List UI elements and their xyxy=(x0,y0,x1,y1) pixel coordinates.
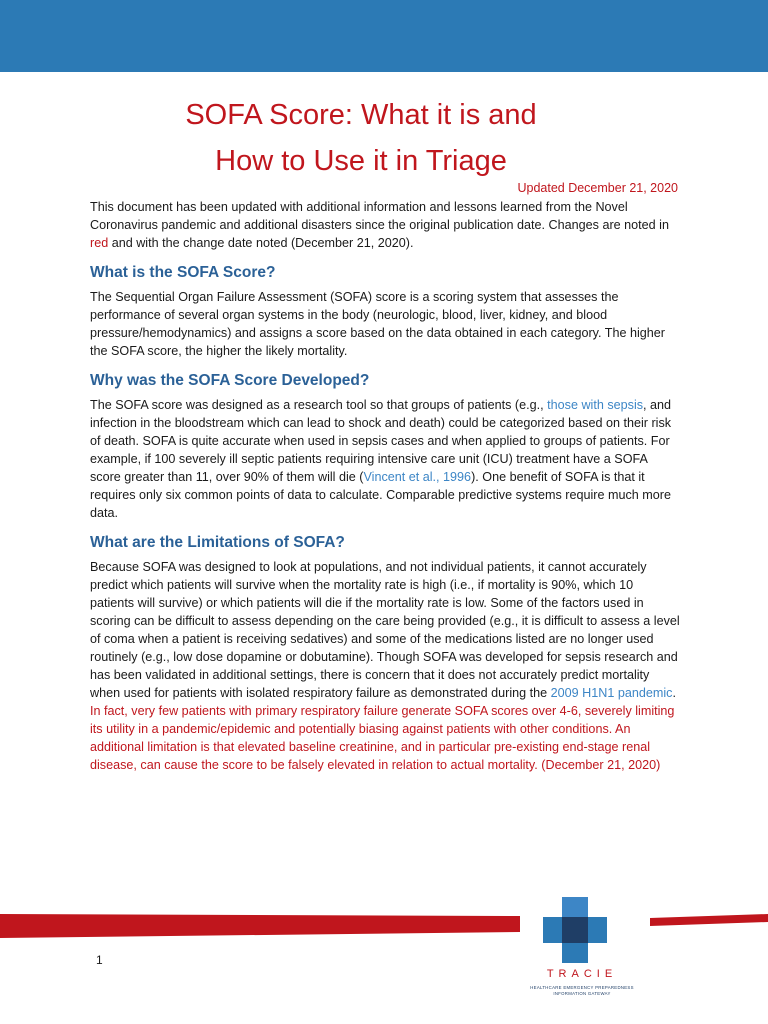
document-title xyxy=(0,92,722,184)
medical-cross-icon xyxy=(517,895,647,965)
link-2009-h1n1-pandemic[interactable]: 2009 H1N1 pandemic xyxy=(550,686,673,700)
logo-wordmark: TRACIE xyxy=(546,968,618,980)
section-paragraph-limitations: Because SOFA was designed to look at populations, and not individual patients, it cannot accurately predict which patients will survive when the mortality rate is high (i.e., if mortality is 90%, which 10 patients will survive) or which patients will die if the mortality rate is low. Some of the factors used in scoring can be difficult to assess depending on the care being provided (e.g., it is difficult to assess a level of coma when a patient is receiving sedatives) and some of the medications listed are no longer used routinely (e.g., low dose dopamine or dobutamine). Though SOFA was developed for sepsis research and has been validated in additional settings, there is concern that it does not accurately predict mortality when used for patients with isolated respiratory failure as demonstrated during the 2009 H1N1 pandemic. In fact, very few patients with primary respiratory failure generate SOFA scores over 4-6, severely limiting its utility in a pandemic/epidemic and potentially biasing against patients with other conditions. An additional limitation is that elevated baseline creatinine, and in particular pre-existing end-stage renal disease, can cause the score to be falsely elevated in relation to actual mortality. (December 21, 2020) xyxy=(90,560,680,772)
page-number: 1 xyxy=(96,953,103,967)
intro-paragraph: This document has been updated with additional information and lessons learned from the Novel Coronavirus pandemic and additional disasters since the original publication date. Changes are noted in red and with the change date noted (December 21, 2020). xyxy=(90,200,669,250)
footer-stripe xyxy=(0,912,768,940)
header-band xyxy=(0,0,768,72)
tracie-logo xyxy=(517,895,647,1010)
section-heading-what-is: What is the SOFA Score? xyxy=(90,264,276,281)
red-word: red xyxy=(90,236,109,250)
title-line-1: SOFA Score: What it is and xyxy=(185,99,537,131)
section-heading-limitations: What are the Limitations of SOFA? xyxy=(90,534,345,551)
updated-date: Updated December 21, 2020 xyxy=(517,181,678,195)
section-paragraph-why-developed: The SOFA score was designed as a research tool so that groups of patients (e.g., those with sepsis, and infection in the bloodstream which can lead to shock and death) could be categorized based on their risk of death. SOFA is quite accurate when used in sepsis cases and when applied to groups of patients. For example, if 100 severely ill septic patients requiring intensive care unit (ICU) treatment have a SOFA score greater than 11, over 90% of them will die (Vincent et al., 1996). One benefit of SOFA is that it requires only six common points of data to calculate. Comparable predictive systems require much more data. xyxy=(90,398,672,520)
link-vincent-1996[interactable]: Vincent et al., 1996 xyxy=(363,470,472,484)
section-heading-why-developed: Why was the SOFA Score Developed? xyxy=(90,372,370,389)
section-paragraph-what-is: The Sequential Organ Failure Assessment (SOFA) score is a scoring system that assesses the performance of several organ systems in the body (neurologic, blood, liver, kidney, and blood pressure/hemodynamics) and assigns a score based on the data obtained in each category. The higher the SOFA score, the higher the likely mortality. xyxy=(90,290,666,358)
title-line-2: How to Use it in Triage xyxy=(215,145,507,177)
limitations-update-text: In fact, very few patients with primary respiratory failure generate SOFA scores over 4-6, severely limiting its utility in a pandemic/epidemic and potentially biasing against patients with other conditions. An additional limitation is that elevated baseline creatinine, and in particular pre-existing end-stage renal disease, can cause the score to be falsely elevated in relation to actual mortality. (December 21, 2020) xyxy=(90,704,675,772)
document-body xyxy=(90,198,680,784)
link-those-with-sepsis[interactable]: those with sepsis xyxy=(547,398,644,412)
logo-tagline: HEALTHCARE EMERGENCY PREPAREDNESS INFORMATION GATEWAY xyxy=(530,985,634,996)
